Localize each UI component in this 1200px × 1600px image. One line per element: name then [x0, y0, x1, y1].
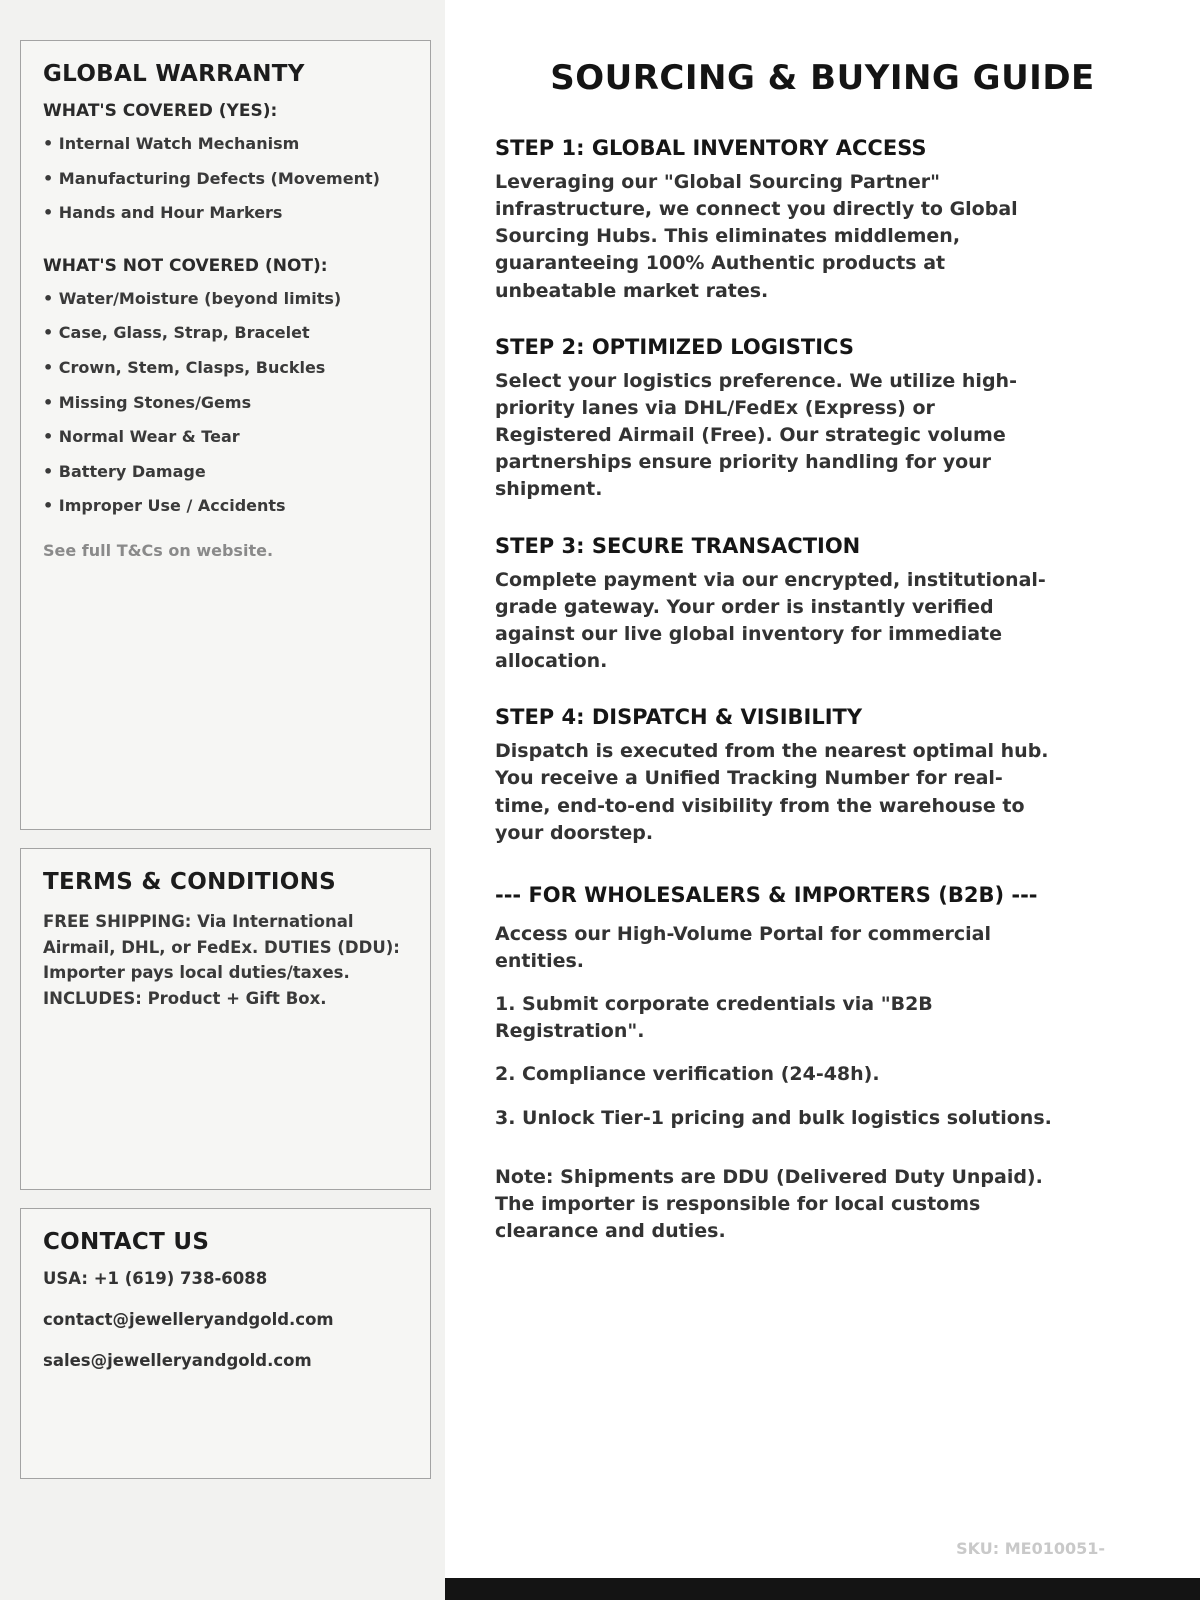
warranty-footnote: See full T&Cs on website. — [43, 540, 274, 560]
not-covered-item: • Missing Stones/Gems — [43, 394, 408, 412]
sidebar — [0, 0, 445, 1600]
not-covered-title: WHAT'S NOT COVERED (NOT): — [43, 255, 328, 276]
main-content — [445, 0, 1200, 1600]
step-4-body: Dispatch is executed from the nearest optimal hub. You receive a Unified Tracking Number for real-time, end-to-end visibility from the warehouse to your doorstep. — [495, 740, 1049, 844]
covered-item: • Manufacturing Defects (Movement) — [43, 170, 408, 188]
not-covered-list — [43, 290, 408, 515]
step-1-section — [495, 136, 1150, 305]
covered-list — [43, 135, 408, 222]
b2b-section — [495, 883, 1150, 1245]
step-3-heading: STEP 3: SECURE TRANSACTION — [495, 533, 861, 558]
contact-title: CONTACT US — [43, 1229, 210, 1255]
contact-phone: USA: +1 (619) 738-6088 — [43, 1269, 268, 1288]
step-2-body: Select your logistics preference. We utilize high-priority lanes via DHL/FedEx (Express) or Registered Airmail (Free). Our strategic volume partnerships ensure priority handling for your shipment. — [495, 369, 1017, 501]
step-4-section — [495, 705, 1150, 847]
page-title: SOURCING & BUYING GUIDE — [550, 58, 1095, 98]
b2b-heading: --- FOR WHOLESALERS & IMPORTERS (B2B) --- — [495, 882, 1038, 907]
step-2-heading: STEP 2: OPTIMIZED LOGISTICS — [495, 334, 854, 359]
covered-item: • Hands and Hour Markers — [43, 204, 408, 222]
contact-us-box — [20, 1208, 431, 1479]
step-3-section — [495, 534, 1150, 676]
step-4-heading: STEP 4: DISPATCH & VISIBILITY — [495, 705, 863, 730]
contact-email-primary: contact@jewelleryandgold.com — [43, 1310, 334, 1329]
covered-title: WHAT'S COVERED (YES): — [43, 101, 278, 121]
global-warranty-box — [20, 40, 431, 830]
b2b-item: 2. Compliance verification (24-48h). — [495, 1063, 880, 1086]
not-covered-item: • Battery Damage — [43, 463, 408, 481]
step-2-section — [495, 335, 1150, 504]
footer-bar — [445, 1578, 1200, 1600]
step-1-heading: STEP 1: GLOBAL INVENTORY ACCESS — [495, 136, 927, 160]
not-covered-item: • Crown, Stem, Clasps, Buckles — [43, 359, 408, 377]
b2b-note: Note: Shipments are DDU (Delivered Duty Unpaid). The importer is responsible for local customs clearance and duties. — [495, 1165, 1043, 1243]
contact-email-sales: sales@jewelleryandgold.com — [43, 1351, 312, 1370]
terms-body: FREE SHIPPING: Via International Airmail, DHL, or FedEx. DUTIES (DDU): Importer pays local duties/taxes. INCLUDES: Product + Gift Box. — [43, 912, 400, 1008]
step-1-body: Leveraging our "Global Sourcing Partner" infrastructure, we connect you directly to Global Sourcing Hubs. This eliminates middlemen, guaranteeing 100% Authentic products at unbeatable market rates. — [495, 171, 1018, 302]
terms-conditions-box — [20, 848, 431, 1190]
b2b-intro: Access our High-Volume Portal for commercial entities. — [495, 922, 991, 972]
not-covered-item: • Water/Moisture (beyond limits) — [43, 290, 408, 308]
b2b-item: 3. Unlock Tier-1 pricing and bulk logistics solutions. — [495, 1106, 1052, 1129]
not-covered-item: • Normal Wear & Tear — [43, 428, 408, 446]
not-covered-item: • Case, Glass, Strap, Bracelet — [43, 324, 408, 342]
sku-label: SKU: ME010051- — [956, 1539, 1105, 1558]
b2b-item: 1. Submit corporate credentials via "B2B Registration". — [495, 993, 933, 1043]
warranty-title: GLOBAL WARRANTY — [43, 61, 305, 87]
not-covered-item: • Improper Use / Accidents — [43, 497, 408, 515]
step-3-body: Complete payment via our encrypted, institutional-grade gateway. Your order is instantly verified against our live global inventory for immediate allocation. — [495, 568, 1046, 673]
covered-item: • Internal Watch Mechanism — [43, 135, 408, 153]
terms-title: TERMS & CONDITIONS — [43, 869, 336, 895]
